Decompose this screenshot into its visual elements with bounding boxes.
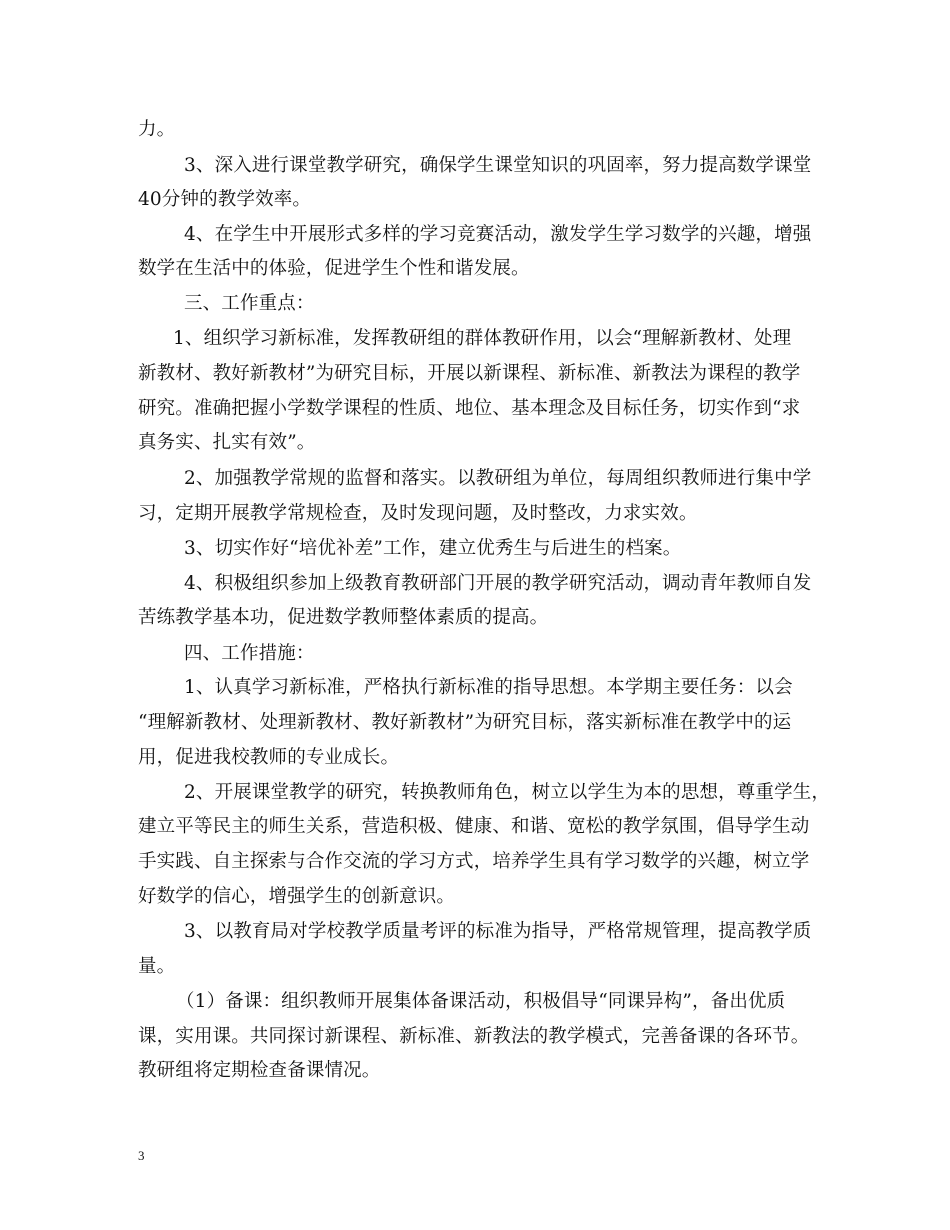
text-line: 3、切实作好“培优补差”工作，建立优秀生与后进生的档案。: [184, 538, 682, 559]
text-line: 教研组将定期检查备课情况。: [138, 1060, 381, 1081]
text-line: （1）备课：组织教师开展集体备课活动，积极倡导“同课异构”，备出优质: [176, 991, 786, 1012]
text-line: 课，实用课。共同探讨新课程、新标准、新教法的教学模式，完善备课的各环节。: [138, 1026, 810, 1047]
text-line: 苦练教学基本功，促进数学教师整体素质的提高。: [138, 607, 549, 628]
section-heading: 三、工作重点：: [184, 293, 315, 314]
text-line: 研究。准确把握小学数学课程的性质、地位、基本理念及目标任务，切实作到“求: [138, 398, 801, 419]
text-line: 真务实、扎实有效”。: [138, 432, 316, 453]
text-line: 数学在生活中的体验，促进学生个性和谐发展。: [138, 258, 530, 279]
text-line: 手实践、自主探索与合作交流的学习方式，培养学生具有学习数学的兴趣，树立学: [138, 851, 810, 872]
text-line: 好数学的信心，增强学生的创新意识。: [138, 886, 456, 907]
section-heading: 四、工作措施：: [184, 643, 315, 664]
text-line: “理解新教材、处理新教材、教好新教材”为研究目标，落实新标准在教学中的运: [138, 712, 792, 733]
text-line: 3、以教育局对学校教学质量考评的标准为指导，严格常规管理，提高教学质: [184, 921, 812, 942]
text-line: 用，促进我校教师的专业成长。: [138, 747, 400, 768]
text-line: 2、开展课堂教学的研究，转换教师角色，树立以学生为本的思想，尊重学生，: [184, 782, 831, 803]
text-line: 量。: [138, 956, 176, 977]
text-line: 新教材、教好新教材”为研究目标，开展以新课程、新标准、新教法为课程的教学: [138, 363, 801, 384]
text-line: 力。: [138, 119, 176, 140]
text-line: 4、积极组织参加上级教育教研部门开展的教学研究活动，调动青年教师自发: [184, 573, 812, 594]
text-line: 建立平等民主的师生关系，营造积极、健康、和谐、宽松的教学氛围，倡导学生动: [138, 816, 810, 837]
text-line: 4、在学生中开展形式多样的学习竞赛活动，激发学生学习数学的兴趣，增强: [184, 224, 812, 245]
text-line: 1、组织学习新标准，发挥教研组的群体教研作用，以会“理解新教材、处理: [173, 328, 792, 349]
text-line: 2、加强教学常规的监督和落实。以教研组为单位，每周组织教师进行集中学: [184, 468, 812, 489]
text-line: 3、深入进行课堂教学研究，确保学生课堂知识的巩固率，努力提高数学课堂: [184, 155, 812, 176]
text-line: 习，定期开展教学常规检查，及时发现问题，及时整改，力求实效。: [138, 503, 698, 524]
text-line: 40分钟的教学效率。: [138, 189, 312, 210]
page-number: 3: [138, 1148, 145, 1163]
text-line: 1、认真学习新标准，严格执行新标准的指导思想。本学期主要任务：以会: [184, 677, 793, 698]
